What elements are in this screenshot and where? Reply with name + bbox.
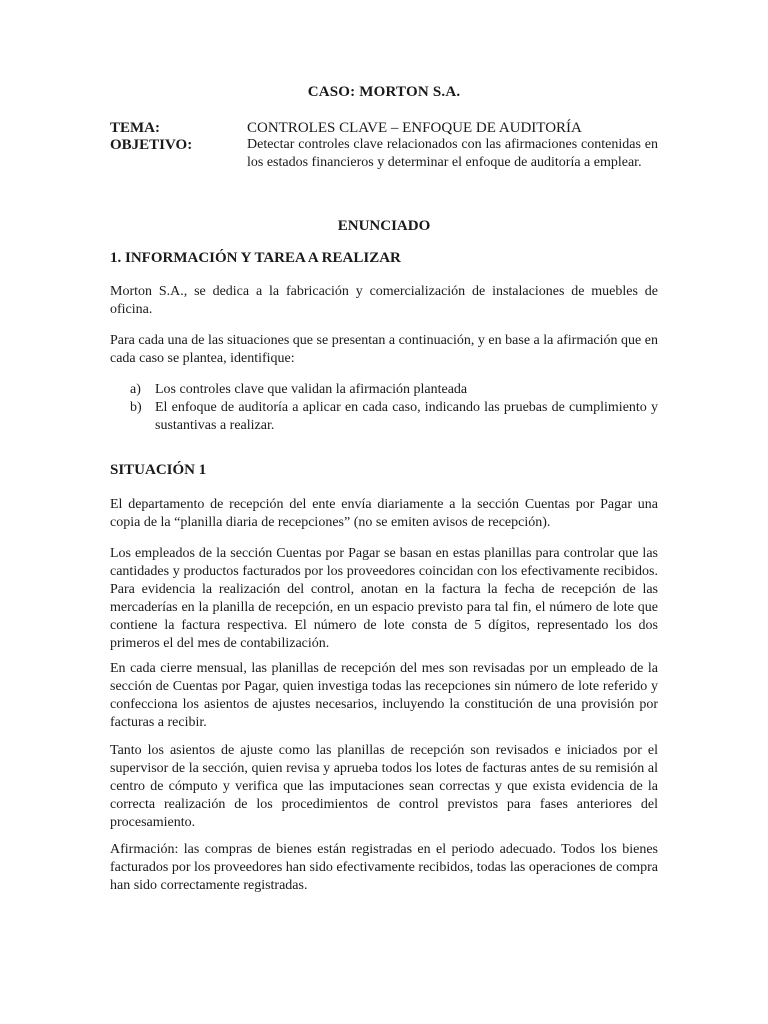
situacion1-paragraph-1: El departamento de recepción del ente envía diariamente a la sección Cuentas por Pagar una copia de la “planilla diaria de recepciones” (no se emiten avisos de recepción). <box>110 497 658 530</box>
task-list <box>130 381 658 435</box>
tema-value: CONTROLES CLAVE – ENFOQUE DE AUDITORÍA <box>247 120 582 136</box>
objetivo-value: Detectar controles clave relacionados con las afirmaciones contenidas en los estados financieros y determinar el enfoque de auditoría a emplear. <box>247 137 658 170</box>
section1-paragraph-2: Para cada una de las situaciones que se presentan a continuación, y en base a la afirmación que en cada caso se plantea, identifique: <box>110 333 658 366</box>
objetivo-row <box>110 136 658 190</box>
tema-row <box>110 119 658 137</box>
section1-paragraph-1: Morton S.A., se dedica a la fabricación y comercialización de instalaciones de muebles de oficina. <box>110 284 658 317</box>
situacion1-paragraph-3: En cada cierre mensual, las planillas de recepción del mes son revisadas por un empleado de la sección de Cuentas por Pagar, quien investiga todas las recepciones sin número de lote referido y confecciona los asientos de ajustes necesarios, incluyendo la constitución de una provisión por facturas a recibir. <box>110 661 658 730</box>
tema-label: TEMA: <box>110 120 160 136</box>
list-marker: b) <box>130 400 142 415</box>
situacion1-paragraph-5: Afirmación: las compras de bienes están registradas en el periodo adecuado. Todos los bienes facturados por los proveedores han sido efectivamente recibidos, todas las operaciones de compra han sido correctamente registradas. <box>110 842 658 893</box>
objetivo-label: OBJETIVO: <box>110 137 193 153</box>
list-marker: a) <box>130 382 141 397</box>
list-item-text: Los controles clave que validan la afirmación planteada <box>155 382 468 397</box>
situacion1-paragraph-2: Los empleados de la sección Cuentas por Pagar se basan en estas planillas para controlar que las cantidades y productos facturados por los proveedores coincidan con los efectivamente recibidos. Para evidencia la realización del control, anotan en la factura la fecha de recepción de las mercaderías en la planilla de recepción, en un espacio previsto para tal fin, el número de lote que contiene la factura respectiva. El número de lote consta de 5 dígitos, representado los dos primeros el del mes de contabilización. <box>110 546 658 651</box>
situacion1-heading: SITUACIÓN 1 <box>110 462 207 478</box>
enunciado-heading: ENUNCIADO <box>337 218 431 234</box>
section1-heading: 1. INFORMACIÓN Y TAREA A REALIZAR <box>110 250 401 266</box>
case-title: CASO: MORTON S.A. <box>307 84 461 100</box>
list-item <box>130 381 658 399</box>
list-item-text: El enfoque de auditoría a aplicar en cada caso, indicando las pruebas de cumplimiento y sustantivas a realizar. <box>155 400 658 433</box>
situacion1-paragraph-4: Tanto los asientos de ajuste como las planillas de recepción son revisados e iniciados por el supervisor de la sección, quien revisa y aprueba todos los lotes de facturas antes de su remisión al centro de cómputo y verifica que las imputaciones sean correctas y que exista evidencia de la correcta realización de los procedimientos de control previstos para fases anteriores del procesamiento. <box>110 743 658 830</box>
list-item <box>130 399 658 435</box>
